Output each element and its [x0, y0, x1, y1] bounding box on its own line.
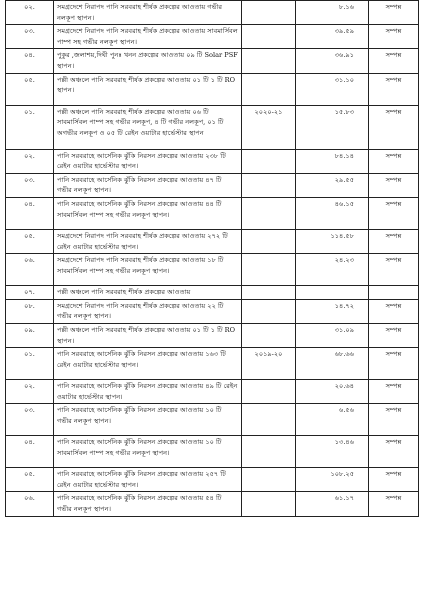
description-cell: সমগ্রদেশে নিরাপদ পানি সরবরাহ শীর্ষক প্রকল্পের আওতায় ১৮ টি সাবমার্সিবল পাম্প সহ গভীর নলকূপ স্থাপন।	[54, 254, 242, 286]
table-row	[6, 323, 419, 347]
table-row	[6, 380, 419, 404]
serial-cell: ০৪.	[6, 197, 54, 229]
status-cell: সম্পন্ন	[369, 348, 419, 380]
serial-cell: ০৩.	[6, 404, 54, 436]
table-row	[6, 348, 419, 380]
amount-cell: ৩১.১০	[296, 73, 369, 105]
fiscal-year-cell	[242, 254, 296, 286]
fiscal-year-cell	[242, 1, 296, 25]
amount-cell: ৬.৫৬	[296, 404, 369, 436]
amount-cell: ২০.৬৪	[296, 380, 369, 404]
serial-cell: ০২.	[6, 380, 54, 404]
status-cell	[369, 286, 419, 300]
status-cell: সম্পন্ন	[369, 1, 419, 25]
description-cell: সমগ্রদেশে নিরাপদ পানি সরবরাহ শীর্ষক প্রকল্পের আওতায় গভীর নলকূপ স্থাপন।	[54, 1, 242, 25]
table-row	[6, 149, 419, 173]
description-cell: সমগ্রদেশে নিরাপদ পানি সরবরাহ শীর্ষক প্রকল্পের আওতায় ২২ টি গভীর নলকূপ স্থাপন।	[54, 299, 242, 323]
serial-cell: ০২.	[6, 149, 54, 173]
description-cell: পল্লী অঞ্চলে পানি সরবরাহ শীর্ষক প্রকল্পের আওতায় ০৬ টি সাবমার্সিবল পাম্প সহ গভীর নলকূপ, ৪ টি গভীর নলকূপ, ০১ টি অগভীর নলকূপ ও ০৫ টি রেইন ওয়াটার হার্ভেস্টার স্থাপন	[54, 105, 242, 149]
serial-cell: ০৬.	[6, 254, 54, 286]
amount-cell: ১৩.৪৬	[296, 436, 369, 468]
fiscal-year-cell	[242, 229, 296, 253]
description-cell: পল্লী অঞ্চলে পানি সরবরাহ শীর্ষক প্রকল্পের আওতায়	[54, 286, 242, 300]
status-cell: সম্পন্ন	[369, 25, 419, 49]
description-cell: পল্লী অঞ্চলে পানি সরবরাহ শীর্ষক প্রকল্পের আওতায় ০১ টি ১ টি RO স্থাপন।	[54, 73, 242, 105]
table-row	[6, 492, 419, 516]
description-cell: পুকুর ,জলাশয়,দিঘী পুনঃ খনন প্রকল্পের আওতায় ০৯ টি Solar PSF স্থাপন।	[54, 49, 242, 73]
serial-cell: ০১.	[6, 105, 54, 149]
status-cell: সম্পন্ন	[369, 197, 419, 229]
amount-cell: ৩৯.৫৯	[296, 25, 369, 49]
amount-cell: ৮৪.১৪	[296, 149, 369, 173]
description-cell: পানি সরবরাহে আর্সেনিক ঝুঁকি নিরসন প্রকল্পের আওতায় ২৩৮ টি রেইন ওয়াটার হার্ভেস্টার স্থাপন।	[54, 149, 242, 173]
amount-cell	[296, 286, 369, 300]
serial-cell: ০৫.	[6, 229, 54, 253]
fiscal-year-cell	[242, 404, 296, 436]
amount-cell: ১৫.৮৩	[296, 105, 369, 149]
description-cell: সমগ্রদেশে নিরাপদ পানি সরবরাহ শীর্ষক প্রকল্পের আওতায় ২৭২ টি রেইন ওয়াটার হার্ভেস্টার স্থাপন।	[54, 229, 242, 253]
table-row	[6, 1, 419, 25]
status-cell: সম্পন্ন	[369, 229, 419, 253]
serial-cell: ০৮.	[6, 299, 54, 323]
fiscal-year-cell	[242, 299, 296, 323]
amount-cell: ১১৪.৫৮	[296, 229, 369, 253]
table-row	[6, 73, 419, 105]
description-cell: পানি সরবরাহে আর্সেনিক ঝুঁকি নিরসন প্রকল্পের আওতায় ১৬৩ টি রেইন ওয়াটার হার্ভেস্টার স্থাপন।	[54, 348, 242, 380]
status-cell: সম্পন্ন	[369, 468, 419, 492]
table-row	[6, 229, 419, 253]
status-cell: সম্পন্ন	[369, 73, 419, 105]
table-row	[6, 197, 419, 229]
description-cell: পানি সরবরাহে আর্সেনিক ঝুঁকি নিরসন প্রকল্পের আওতায় ৪৪ টি সাবমার্সিবল পাম্প সহ গভীর নলকূপ স্থাপন।	[54, 197, 242, 229]
project-table	[5, 0, 419, 517]
status-cell: সম্পন্ন	[369, 105, 419, 149]
amount-cell: ২৯.৫৫	[296, 173, 369, 197]
status-cell: সম্পন্ন	[369, 380, 419, 404]
table-row	[6, 299, 419, 323]
fiscal-year-cell	[242, 436, 296, 468]
description-cell: পানি সরবরাহে আর্সেনিক ঝুঁকি নিরসন প্রকল্পের আওতায় ১০ টি সাবমার্সিবল পাম্প সহ গভীর নলকূপ স্থাপন।	[54, 436, 242, 468]
table-row	[6, 105, 419, 149]
serial-cell: ০৯.	[6, 323, 54, 347]
project-table-body	[6, 1, 419, 517]
fiscal-year-cell	[242, 380, 296, 404]
table-row	[6, 173, 419, 197]
description-cell: সমগ্রদেশে নিরাপদ পানি সরবরাহ শীর্ষক প্রকল্পের আওতায় সাবমার্সিবল পাম্প সহ গভীর নলকূপ স্থাপন।	[54, 25, 242, 49]
status-cell: সম্পন্ন	[369, 404, 419, 436]
serial-cell: ০৫.	[6, 468, 54, 492]
fiscal-year-cell	[242, 492, 296, 516]
fiscal-year-cell	[242, 149, 296, 173]
serial-cell: ০৩.	[6, 173, 54, 197]
status-cell: সম্পন্ন	[369, 323, 419, 347]
table-row	[6, 286, 419, 300]
fiscal-year-cell	[242, 25, 296, 49]
serial-cell: ০৭.	[6, 286, 54, 300]
amount-cell: ৪৬.১৫	[296, 197, 369, 229]
serial-cell: ০৪.	[6, 49, 54, 73]
status-cell: সম্পন্ন	[369, 173, 419, 197]
status-cell: সম্পন্ন	[369, 49, 419, 73]
status-cell: সম্পন্ন	[369, 492, 419, 516]
description-cell: পানি সরবরাহে আর্সেনিক ঝুঁকি নিরসন প্রকল্পের আওতায় ১০ টি গভীর নলকূপ স্থাপন।	[54, 404, 242, 436]
serial-cell: ০১.	[6, 348, 54, 380]
serial-cell: ০৪.	[6, 436, 54, 468]
table-row	[6, 404, 419, 436]
amount-cell: ২৪.২৩	[296, 254, 369, 286]
amount-cell: ৩৬.৯১	[296, 49, 369, 73]
status-cell: সম্পন্ন	[369, 149, 419, 173]
table-row	[6, 49, 419, 73]
serial-cell: ০৫.	[6, 73, 54, 105]
status-cell: সম্পন্ন	[369, 299, 419, 323]
table-row	[6, 25, 419, 49]
fiscal-year-cell	[242, 73, 296, 105]
amount-cell: ৬৮.৬৬	[296, 348, 369, 380]
table-row	[6, 254, 419, 286]
serial-cell: ০৬.	[6, 492, 54, 516]
amount-cell: ১৪.৭২	[296, 299, 369, 323]
fiscal-year-cell	[242, 197, 296, 229]
description-cell: পানি সরবরাহে আর্সেনিক ঝুঁকি নিরসন প্রকল্পের আওতায় ৫৪ টি গভীর নলকূপ স্থাপন।	[54, 492, 242, 516]
fiscal-year-cell	[242, 173, 296, 197]
description-cell: পানি সরবরাহে আর্সেনিক ঝুঁকি নিরসন প্রকল্পের আওতায় ২৫৭ টি রেইন ওয়াটার হার্ভেস্টার স্থাপন।	[54, 468, 242, 492]
amount-cell: ১০৮.২৫	[296, 468, 369, 492]
fiscal-year-cell: ২০২০-২১	[242, 105, 296, 149]
status-cell: সম্পন্ন	[369, 254, 419, 286]
status-cell: সম্পন্ন	[369, 436, 419, 468]
description-cell: পল্লী অঞ্চলে পানি সরবরাহ শীর্ষক প্রকল্পের আওতায় ০১ টি ১ টি RO স্থাপন।	[54, 323, 242, 347]
fiscal-year-cell	[242, 49, 296, 73]
amount-cell: ৮.১৬	[296, 1, 369, 25]
amount-cell: ৬১.১৭	[296, 492, 369, 516]
fiscal-year-cell	[242, 468, 296, 492]
serial-cell: ০২.	[6, 1, 54, 25]
fiscal-year-cell	[242, 323, 296, 347]
description-cell: পানি সরবরাহে আর্সেনিক ঝুঁকি নিরসন প্রকল্পের আওতায় ৪৯ টি রেইন ওয়াটার হার্ভেস্টার স্থাপন।	[54, 380, 242, 404]
serial-cell: ০৩.	[6, 25, 54, 49]
fiscal-year-cell	[242, 286, 296, 300]
table-row	[6, 436, 419, 468]
description-cell: পানি সরবরাহে আর্সেনিক ঝুঁকি নিরসন প্রকল্পের আওতায় ৪৭ টি গভীর নলকূপ স্থাপন।	[54, 173, 242, 197]
table-row	[6, 468, 419, 492]
amount-cell: ৩১.০৯	[296, 323, 369, 347]
fiscal-year-cell: ২০১৯-২০	[242, 348, 296, 380]
